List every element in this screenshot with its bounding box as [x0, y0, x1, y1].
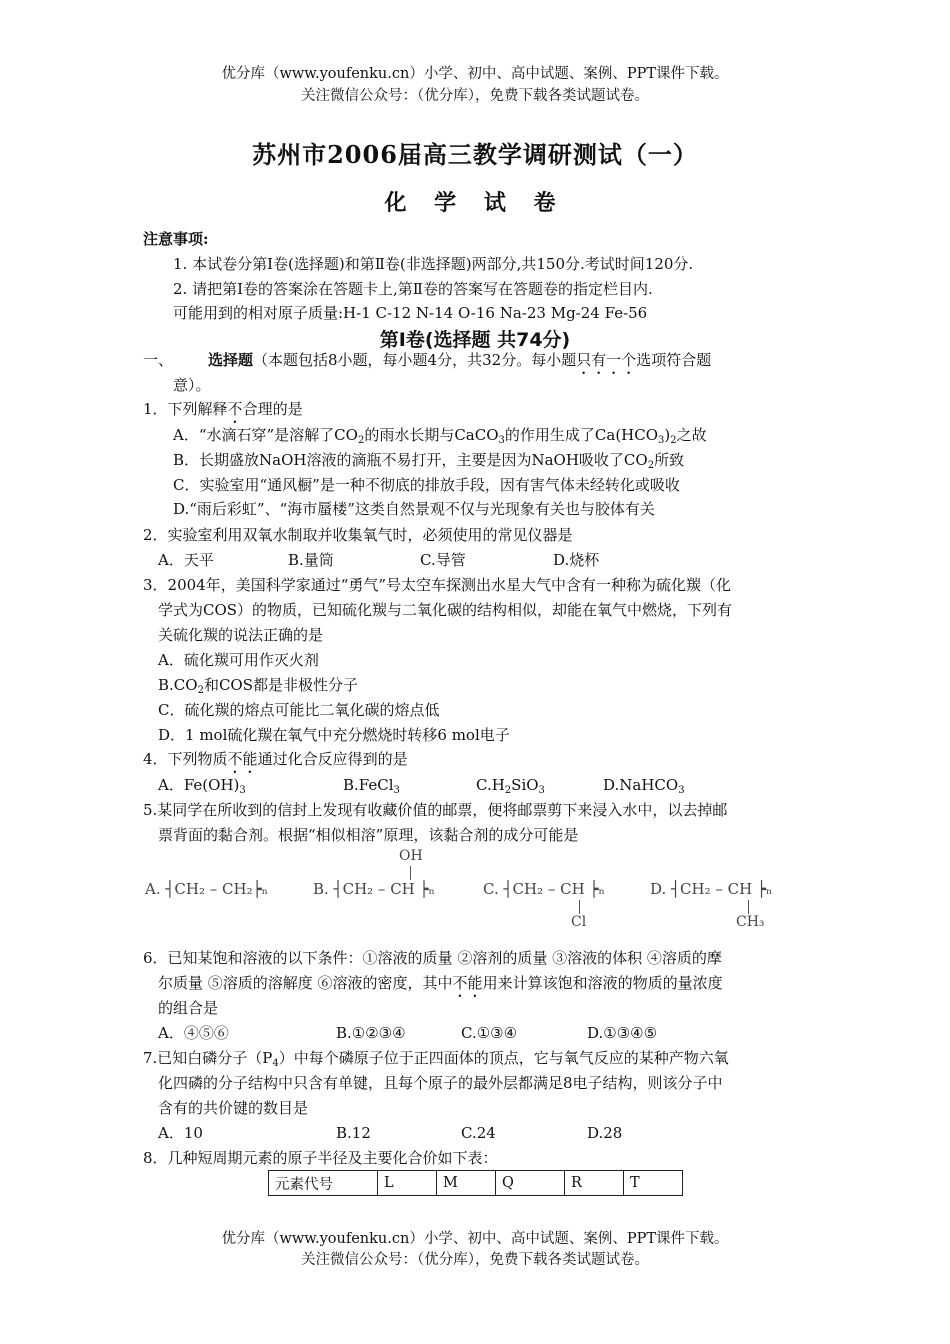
question-3-line-1: 3．2004年，美国科学家通过“勇气”号太空车探测出水星大气中含有一种称为硫化羰（化 — [143, 576, 732, 594]
exam-title: 苏州市2006届高三教学调研测试（一） — [252, 140, 698, 169]
question-7-option-b: B.12 — [336, 1124, 371, 1142]
header-line-2: 关注微信公众号：（优分库），免费下载各类试题试卷。 — [301, 88, 649, 104]
question-3-line-2: 学式为COS）的物质，已知硫化羰与二氧化碳的结构相似，却能在氧气中燃烧，下列有 — [158, 601, 733, 619]
question-5-option-a-formula: A. ┤CH₂ – CH₂┝ₙ — [145, 880, 269, 898]
question-4-stem: 4．下列物质不能通过化合反应得到的是 — [143, 750, 408, 768]
part-1-name: 选择题 — [208, 351, 254, 369]
question-2-option-d: D.烧杯 — [553, 551, 600, 569]
table-cell: R — [565, 1171, 624, 1196]
question-6-line-2: 尔质量 ⑤溶质的溶解度 ⑥溶液的密度，其中不能用来计算该饱和溶液的物质的量浓度 — [158, 974, 723, 992]
question-5-line-2: 票背面的黏合剂。根据“相似相溶”原理，该黏合剂的成分可能是 — [158, 826, 579, 844]
element-table — [268, 1170, 683, 1196]
bond-line-c — [579, 900, 580, 914]
question-3-option-a: A．硫化羰可用作灭火剂 — [158, 651, 319, 669]
question-7-option-a: A．10 — [158, 1124, 203, 1142]
question-8-stem: 8．几种短周期元素的原子半径及主要化合价如下表： — [143, 1149, 498, 1167]
question-5-option-d-ch3: CH₃ — [736, 914, 765, 930]
question-1-option-d: D.“雨后彩虹”、“海市蜃楼”这类自然景观不仅与光现象有关也与胶体有关 — [173, 500, 655, 518]
question-3-option-d: D．1 mol硫化羰在氧气中充分燃烧时转移6 mol电子 — [158, 726, 510, 744]
table-cell: 元素代号 — [269, 1171, 378, 1196]
emphasis-text: 只有一个 — [576, 351, 637, 369]
footer-line-2: 关注微信公众号：（优分库），免费下载各类试题试卷。 — [301, 1252, 649, 1268]
section-1-title: 第Ⅰ卷(选择题 共74分) — [379, 329, 571, 351]
bond-line-d — [748, 900, 749, 914]
question-4-option-b: B.FeCl$_3$ — [343, 776, 400, 796]
question-3-line-3: 关硫化羰的说法正确的是 — [158, 626, 324, 644]
table-cell: M — [437, 1171, 496, 1196]
question-2-option-a: A．天平 — [158, 551, 214, 569]
question-6-line-3: 的组合是 — [158, 999, 219, 1017]
atomic-masses: 可能用到的相对原子质量:H-1 C-12 N-14 O-16 Na-23 Mg-24 Fe-56 — [173, 304, 648, 322]
question-7-option-c: C.24 — [461, 1124, 496, 1142]
notice-heading: 注意事项: — [143, 230, 209, 248]
question-1-option-c: C．实验室用“通风橱”是一种不彻底的排放手段，因有害气体未经转化或吸收 — [173, 476, 680, 494]
question-2-stem: 2．实验室利用双氧水制取并收集氧气时，必须使用的常见仪器是 — [143, 526, 573, 544]
question-2-option-b: B.量筒 — [288, 551, 334, 569]
notice-item-2: 2. 请把第Ⅰ卷的答案涂在答题卡上,第Ⅱ卷的答案写在答题卷的指定栏目内. — [173, 280, 653, 298]
question-5-option-b-formula: B. ┤CH₂ – CH ┝ₙ — [313, 880, 436, 898]
part-1-number: 一、 — [143, 351, 174, 369]
question-6-option-a: A．④⑤⑥ — [158, 1024, 229, 1042]
exam-subtitle: 化 学 试 卷 — [384, 190, 566, 216]
question-7-option-d: D.28 — [587, 1124, 623, 1142]
question-7-line-1: 7.已知白磷分子$(P_4)$中每个磷原子位于正四面体的顶点，它与氧气反应的某种产物六氧 — [143, 1049, 729, 1069]
table-cell: T — [624, 1171, 683, 1196]
notice-item-1: 1. 本试卷分第Ⅰ卷(选择题)和第Ⅱ卷(非选择题)两部分,共150分.考试时间120分. — [173, 255, 694, 273]
footer-line-1: 优分库（www.youfenku.cn）小学、初中、高中试题、案例、PPT课件下载。 — [221, 1231, 729, 1247]
table-cell: L — [378, 1171, 437, 1196]
question-5-option-b-oh: OH — [399, 848, 423, 864]
question-6-option-d: D.①③④⑤ — [587, 1024, 658, 1042]
part-1-instructions: 选择题（本题包括8小题，每小题4分，共32分。每小题只有一个选项符合题 — [208, 351, 712, 369]
question-7-line-2: 化四磷的分子结构中只含有单键，且每个原子的最外层都满足8电子结构，则该分子中 — [158, 1074, 723, 1092]
question-1-option-a: A．“水滴石穿”是溶解了$CO_2$的雨水长期与CaCO$_3$的作用生成了$Ca(HCO_3)_2$之故 — [173, 426, 707, 446]
question-1-stem: 1．下列解释不合理的是 — [143, 400, 303, 418]
header-line-1: 优分库（www.youfenku.cn）小学、初中、高中试题、案例、PPT课件下载。 — [221, 66, 729, 82]
table-row — [269, 1171, 683, 1196]
part-1-instructions-cont: 意）。 — [173, 376, 211, 394]
question-6-option-c: C.①③④ — [461, 1024, 518, 1042]
table-cell: Q — [496, 1171, 565, 1196]
question-5-option-d-formula: D. ┤CH₂ – CH ┝ₙ — [650, 880, 773, 898]
question-5-option-c-formula: C. ┤CH₂ – CH ┝ₙ — [483, 880, 605, 898]
question-6-option-b: B.①②③④ — [336, 1024, 406, 1042]
question-4-option-c: $C.H_2SiO_3$ — [476, 776, 545, 796]
question-5-option-c-cl: Cl — [571, 914, 587, 930]
bond-line-b — [410, 866, 411, 880]
question-5-line-1: 5.某同学在所收到的信封上发现有收藏价值的邮票，便将邮票剪下来浸入水中，以去掉邮 — [143, 801, 728, 819]
question-1-option-b: B．长期盛放NaOH溶液的滴瓶不易打开，主要是因为NaOH吸收了$CO_2$所致 — [173, 451, 685, 471]
question-2-option-c: C.导管 — [420, 551, 466, 569]
question-6-line-1: 6．已知某饱和溶液的以下条件：①溶液的质量 ②溶剂的质量 ③溶液的体积 ④溶质的摩 — [143, 949, 722, 967]
question-3-option-c: C．硫化羰的熔点可能比二氧化碳的熔点低 — [158, 701, 440, 719]
question-4-option-d: D.NaHCO$_3$ — [603, 776, 685, 796]
question-3-option-b: $B.CO_2$和COS都是非极性分子 — [158, 676, 359, 696]
question-4-option-a: A．$Fe(OH)_3$ — [158, 776, 246, 796]
question-7-line-3: 含有的共价键的数目是 — [158, 1099, 309, 1117]
